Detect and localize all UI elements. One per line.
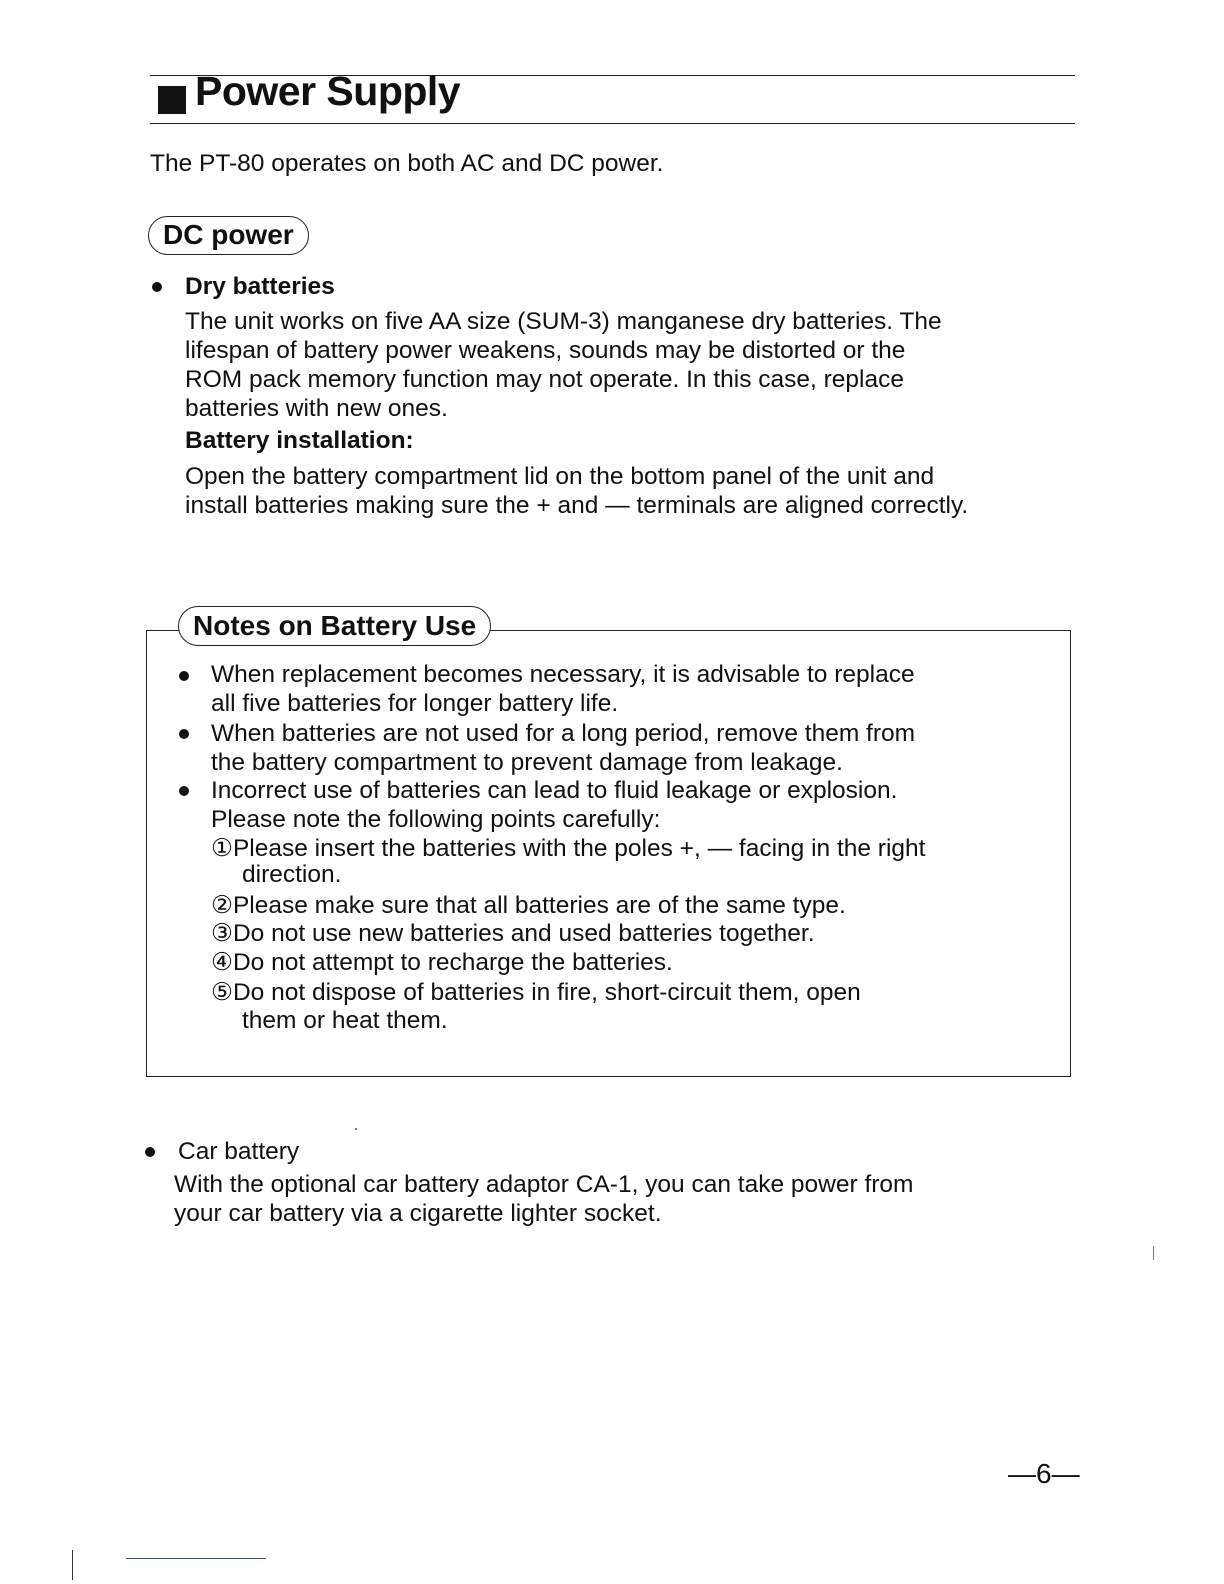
scan-speck [1153, 1246, 1154, 1260]
bullet-icon [179, 729, 189, 739]
battery-installation-text [185, 462, 968, 520]
bullet-icon [179, 786, 189, 796]
note-line: the battery compartment to prevent damage from leakage. [211, 749, 843, 776]
scan-artifact-mark [72, 1550, 73, 1580]
heading-bottom-rule [150, 123, 1075, 124]
bullet-icon [179, 671, 189, 681]
note-line: Incorrect use of batteries can lead to fluid leakage or explosion. [211, 777, 898, 804]
car-battery-line: With the optional car battery adaptor CA-1, you can take power from [174, 1171, 914, 1198]
dry-batteries-line: The unit works on five AA size (SUM-3) manganese dry batteries. The [185, 308, 942, 335]
note-line: When batteries are not used for a long period, remove them from [211, 720, 916, 747]
scan-artifact-line [126, 1558, 266, 1559]
bullet-icon [152, 282, 162, 292]
page-number: —6— [1008, 1458, 1080, 1489]
dry-batteries-line: lifespan of battery power weakens, sounds may be distorted or the [185, 337, 906, 364]
car-battery-title: Car battery [178, 1138, 300, 1165]
note-line: When replacement becomes necessary, it is advisable to replace [211, 661, 915, 688]
note-point-continuation: them or heat them. [242, 1007, 448, 1034]
note-point: ①Please insert the batteries with the poles +, — facing in the right [211, 835, 926, 862]
bullet-icon [145, 1147, 155, 1157]
car-battery-line: your car battery via a cigarette lighter socket. [174, 1200, 662, 1227]
note-line: Please note the following points carefully: [211, 806, 661, 833]
note-point: ⑤Do not dispose of batteries in fire, short-circuit them, open [211, 979, 861, 1006]
note-item [211, 776, 897, 834]
page-title: Power Supply [195, 68, 461, 114]
notes-label: Notes on Battery Use [178, 606, 491, 646]
note-point: ②Please make sure that all batteries are of the same type. [211, 892, 846, 919]
dc-power-label: DC power [148, 216, 309, 255]
dry-batteries-line: ROM pack memory function may not operate. In this case, replace [185, 366, 904, 393]
note-point-continuation: direction. [242, 861, 342, 888]
note-point: ④Do not attempt to recharge the batteries. [211, 949, 673, 976]
scan-speck [355, 1128, 357, 1130]
installation-line: install batteries making sure the + and — terminals are aligned correctly. [185, 492, 969, 519]
dry-batteries-title: Dry batteries [185, 273, 335, 300]
note-point: ③Do not use new batteries and used batteries together. [211, 920, 815, 947]
dry-batteries-line: batteries with new ones. [185, 395, 448, 422]
note-item [211, 719, 915, 777]
note-item [211, 660, 915, 718]
intro-text: The PT-80 operates on both AC and DC power. [150, 150, 664, 177]
installation-line: Open the battery compartment lid on the bottom panel of the unit and [185, 463, 935, 490]
heading-square-icon [158, 86, 186, 114]
car-battery-text [174, 1170, 913, 1228]
battery-installation-title: Battery installation: [185, 427, 414, 454]
note-line: all five batteries for longer battery life. [211, 690, 619, 717]
dry-batteries-text [185, 307, 942, 423]
